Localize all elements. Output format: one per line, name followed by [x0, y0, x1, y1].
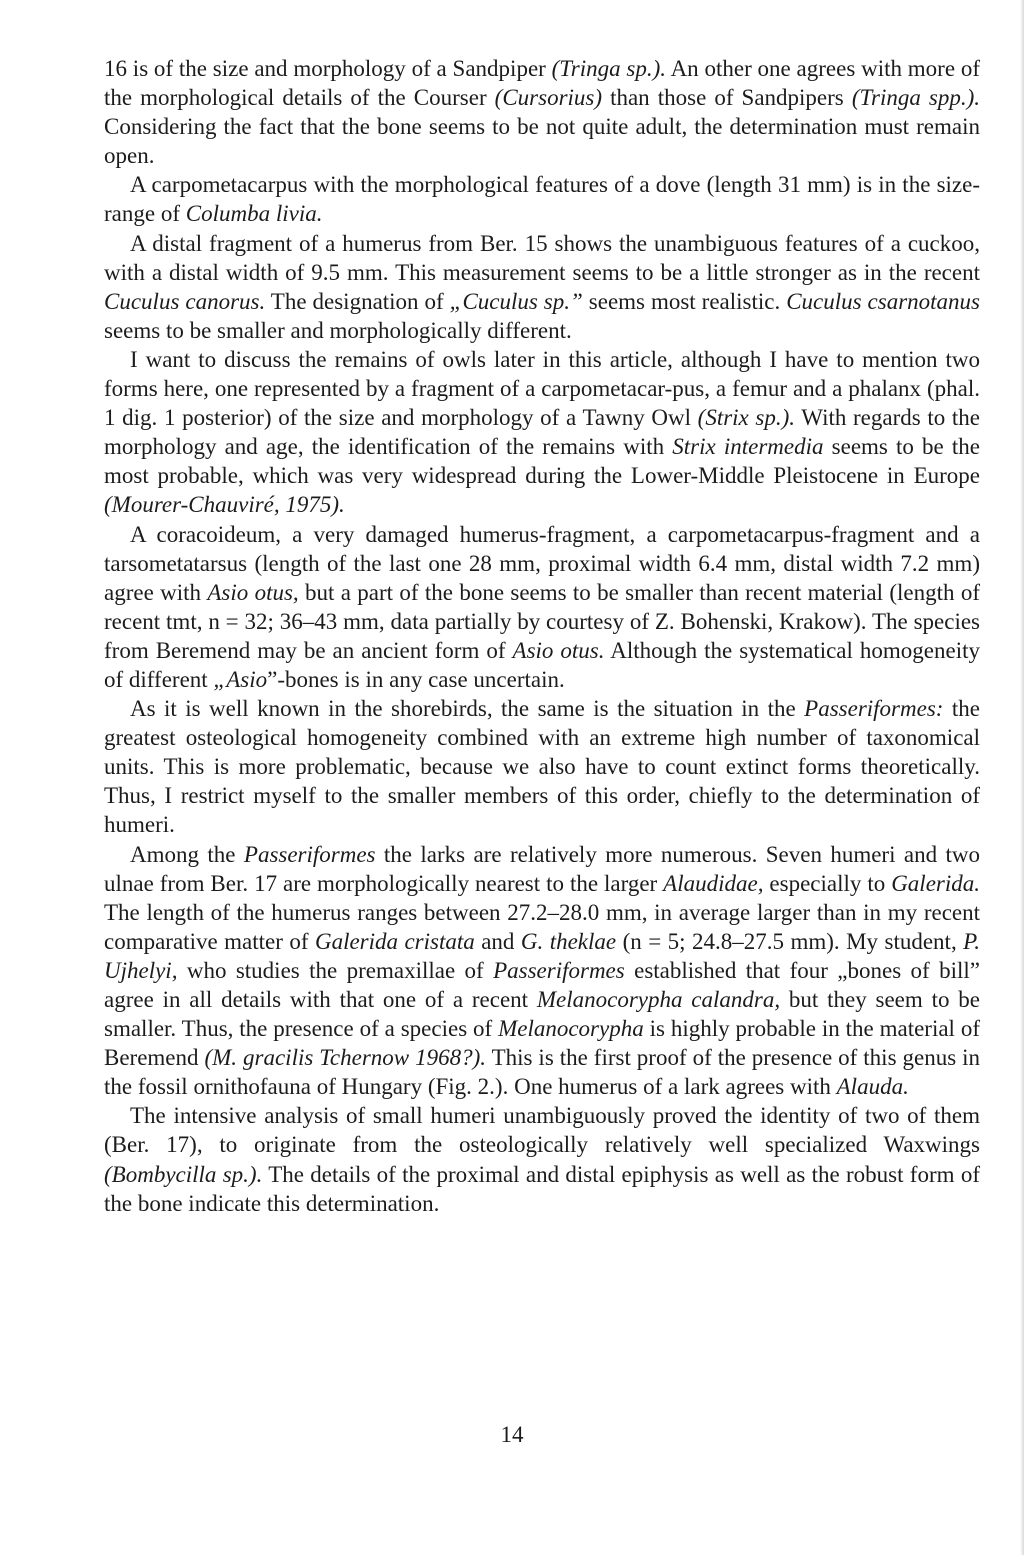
italic-text-run: Cuculus canorus. [104, 288, 266, 314]
italic-text-run: „Asio [213, 666, 268, 692]
italic-text-run: (Tringa sp.). [551, 56, 667, 81]
paragraph [104, 1101, 980, 1217]
italic-text-run: Passeriformes: [804, 696, 944, 722]
italic-text-run: Asio otus, [207, 579, 299, 605]
text-run: A distal fragment of a humerus from Ber. 15 shows the unambiguous features of a cuckoo, with a distal width of 9.5 mm. This measurement seems to be a little stronger as in the recent [104, 230, 980, 285]
text-run: (n = 5; 24.8–27.5 mm). My student, [616, 928, 964, 954]
italic-text-run: (Strix sp.). [697, 405, 796, 431]
page-edge-shadow [1020, 0, 1024, 1555]
text-run: the larks are relatively more numerous. Seven humeri and two ulnae from Ber. 17 are morphologically nearest to the larger [104, 841, 980, 896]
italic-text-run: Galerida. [891, 870, 980, 896]
italic-text-run: (Mourer-Chauviré, 1975). [104, 492, 345, 518]
italic-text-run: Cuculus csarnotanus [786, 288, 980, 314]
text-run: The intensive analysis of small humeri unambiguously proved the identity of two of them (Ber. 17), to originate from the osteologically relatively well specialized Waxwings [104, 1103, 980, 1158]
text-run: A carpometacarpus with the morphological features of a dove (length 31 mm) is in the size-range of [104, 172, 980, 227]
italic-text-run: Columba livia. [185, 201, 323, 227]
paragraph [104, 694, 980, 839]
italic-text-run: Alaudidae, [663, 870, 764, 896]
paragraph [104, 520, 980, 695]
text-run: than those of Sandpipers [602, 85, 852, 111]
paragraph [104, 229, 980, 345]
text-run: the greatest osteological homogeneity combined with an extreme high number of taxonomical units. This is more problematic, because we also have to count extinct forms theoretically. Thus, I restrict myself to the smaller members of this order, chiefly to the determination of humeri. [104, 696, 980, 838]
text-run: but they seem to be smaller. Thus, the presence of a species of [104, 987, 980, 1042]
italic-text-run: Melanocorypha calandra, [536, 987, 781, 1012]
text-run: established that four „bones of bill” agree in all details with that one of a recent [104, 957, 980, 1012]
italic-text-run: Strix intermedia [672, 434, 824, 460]
text-run: With regards to the morphology and age, the identification of the remains with [104, 405, 981, 460]
text-run: Although the systematical homogeneity of different [104, 637, 980, 692]
text-run: Among the [130, 841, 244, 867]
text-run: 16 is of the size and morphology of a Sandpiper [104, 56, 552, 81]
text-run: seems most realistic. [582, 288, 787, 314]
text-run: is highly probable in the material of Beremend [104, 1016, 980, 1071]
italic-text-run: Alauda. [836, 1074, 909, 1100]
page-number: 14 [500, 1422, 524, 1447]
text-run: The length of the humerus ranges between 27.2–28.0 mm, in average larger than in my recent comparative matter of [104, 899, 980, 954]
italic-text-run: (Tringa spp.). [851, 85, 980, 111]
text-run: The designation of [265, 288, 450, 314]
text-run: especially to [763, 870, 892, 896]
text-run: who studies the premaxillae of [177, 957, 494, 983]
text-run: seems to be the most probable, which was very widespread during the Lower-Middle Pleistocene in Europe [104, 434, 980, 489]
italic-text-run: (M. gracilis Tchernow 1968?). [204, 1045, 487, 1071]
italic-text-run: Passeriformes [243, 841, 376, 867]
italic-text-run: Passeriformes [493, 957, 625, 983]
italic-text-run: (Cursorius) [494, 85, 603, 111]
paragraph [104, 54, 980, 170]
italic-text-run: (Bombycilla sp.). [104, 1161, 263, 1187]
text-run: but a part of the bone seems to be smaller than recent material (length of recent tmt, n = 32; 36–43 mm, data partially by courtesy of Z. Bohenski, Krakow). The species from Beremend may be an ancient form of [104, 579, 980, 663]
italic-text-run: „Cuculus sp.” [449, 288, 583, 314]
text-run: The details of the proximal and distal epiphysis as well as the robust form of the bone indicate this determination. [104, 1161, 980, 1216]
text-run: I want to discuss the remains of owls later in this article, although I have to mention two forms here, one represented by a fragment of a carpometacar-pus, a femur and a phalanx (phal. 1 dig. 1 posterior) of the size and morphology of a Tawny Owl [104, 346, 980, 431]
italic-text-run: P. Ujhelyi, [104, 928, 980, 983]
italic-text-run: Asio otus. [512, 637, 605, 663]
text-run: ”-bones is in any case uncertain. [267, 666, 565, 692]
italic-text-run: Galerida cristata [314, 928, 475, 954]
paragraph [104, 345, 980, 520]
paragraph [104, 840, 980, 1102]
text-run: As it is well known in the shorebirds, the same is the situation in the [130, 696, 805, 722]
italic-text-run: Melanocorypha [498, 1016, 644, 1042]
text-run: A coracoideum, a very damaged humerus-fragment, a carpometacarpus-fragment and a tarsometatarsus (length of the last one 28 mm, proximal width 6.4 mm, distal width 7.2 mm) agree with [104, 521, 980, 605]
text-run: and [474, 928, 521, 954]
text-run: Considering the fact that the bone seems to be not quite adult, the determination must remain open. [104, 114, 980, 169]
italic-text-run: G. theklae [520, 928, 617, 954]
text-run: An other one agrees with more of the morphological details of the Courser [104, 56, 980, 111]
text-run: This is the first proof of the presence of this genus in the fossil ornithofauna of Hungary (Fig. 2.). One humerus of a lark agrees with [104, 1045, 980, 1100]
text-run: seems to be smaller and morphologically different. [104, 317, 572, 343]
paragraph [104, 170, 980, 228]
body-text [104, 54, 980, 1218]
